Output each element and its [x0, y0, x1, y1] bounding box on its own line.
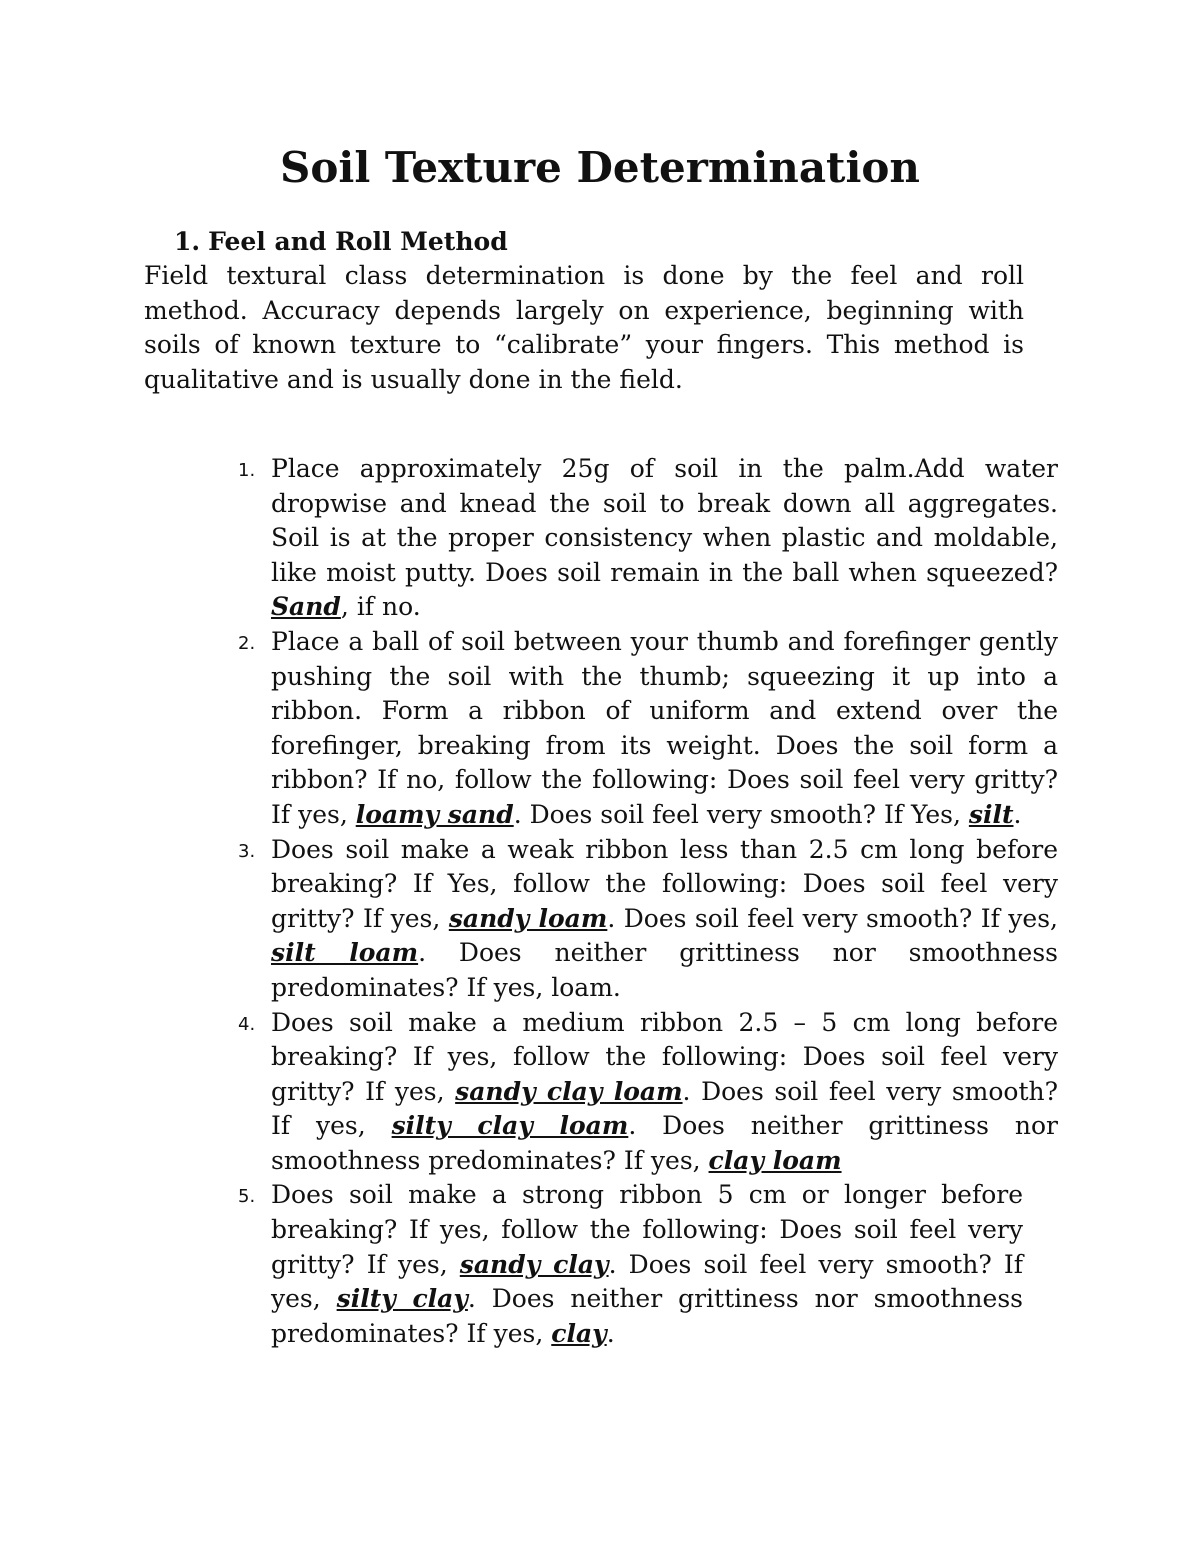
- procedure-steps: [230, 452, 1058, 1351]
- step-3: [230, 833, 1058, 1006]
- texture-class-term: clay loam: [708, 1145, 842, 1175]
- step-number: 1.: [238, 460, 256, 481]
- step-text: , if no.: [340, 592, 421, 622]
- step-text: . Does neither grittiness nor smoothness predominates? If yes,: [271, 1111, 1059, 1175]
- step-2: [230, 625, 1058, 833]
- texture-class-term: silt loam: [271, 938, 419, 968]
- texture-class-term: sandy clay loam: [455, 1076, 683, 1106]
- step-text: . Does soil feel very smooth? If Yes,: [513, 799, 969, 829]
- step-number: 3.: [238, 840, 256, 862]
- step-text: . Does soil feel very smooth? If yes,: [607, 903, 1059, 933]
- step-text: .: [1013, 799, 1022, 829]
- step-text: Does soil make a weak ribbon less than 2.5 cm long before breaking? If Yes, follow the following: Does soil feel very gritty? If yes,: [271, 834, 1058, 933]
- texture-class-term: sandy loam: [448, 903, 608, 933]
- texture-class-term: silty clay loam: [391, 1111, 629, 1141]
- step-number: 2.: [238, 632, 256, 654]
- page-title: Soil Texture Determination: [280, 143, 920, 192]
- step-number: 5.: [238, 1186, 256, 1208]
- step-number: 4.: [238, 1013, 256, 1035]
- step-1: [230, 452, 1058, 625]
- step-text: . Does neither grittiness nor smoothness predominates? If yes,: [271, 1284, 1023, 1348]
- texture-class-term: silty clay: [336, 1284, 468, 1314]
- texture-class-term: Sand: [271, 592, 341, 622]
- step-text: . Does soil feel very smooth? If yes,: [271, 1076, 1059, 1141]
- section-heading: [174, 224, 508, 260]
- section-number: 1.: [174, 227, 201, 256]
- texture-class-term: sandy clay: [459, 1249, 609, 1279]
- intro-paragraph: Field textural class determination is done by the feel and roll method. Accuracy depends largely on experience, beginning with soils of known texture to “calibrate” your fingers. This method is qualitative and is usually done in the field.: [144, 261, 1024, 394]
- texture-class-term: loamy sand: [355, 799, 514, 829]
- step-4: [230, 1006, 1058, 1179]
- step-text: Does soil make a medium ribbon 2.5 – 5 cm long before breaking? If yes, follow the following: Does soil feel very gritty? If yes,: [271, 1007, 1058, 1106]
- step-text: .: [606, 1318, 615, 1348]
- step-text: Place approximately 25g of soil in the palm.Add water dropwise and knead the soil to break down all aggregates. Soil is at the proper consistency when plastic and moldable, like moist putty. Does soil remain in the ball when squeezed?: [271, 454, 1058, 587]
- step-text: Place a ball of soil between your thumb and forefinger gently pushing the soil with the thumb; squeezing it up into a ribbon. Form a ribbon of uniform and extend over the forefinger, breaking from its weight. Does the soil form a ribbon? If no, follow the following: Does soil feel very gritty? If yes,: [271, 626, 1058, 829]
- step-5: [230, 1178, 1023, 1351]
- texture-class-term: clay: [551, 1318, 607, 1348]
- texture-class-term: silt: [968, 799, 1014, 829]
- section-heading-text: Feel and Roll Method: [208, 227, 508, 256]
- step-text: Does soil make a strong ribbon 5 cm or longer before breaking? If yes, follow the following: Does soil feel very gritty? If yes,: [271, 1180, 1023, 1279]
- step-text: . Does soil feel very smooth? If yes,: [271, 1249, 1024, 1314]
- step-text: . Does neither grittiness nor smoothness predominates? If yes, loam.: [271, 938, 1058, 1002]
